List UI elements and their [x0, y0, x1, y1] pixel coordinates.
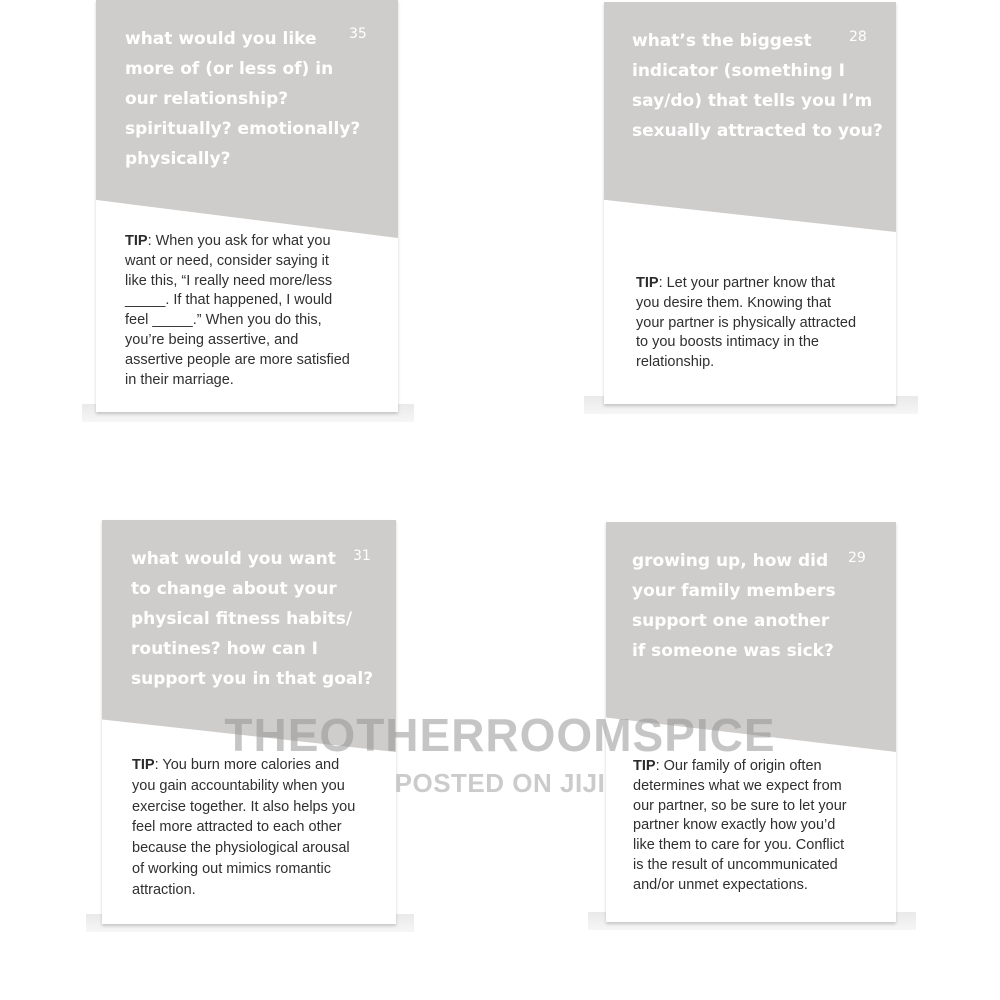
- tip-line: determines what we expect from: [633, 777, 842, 794]
- tip-label: TIP: [636, 275, 659, 291]
- question-line: physical fitness habits/: [131, 609, 353, 629]
- card-body: [604, 2, 896, 404]
- question-line: what’s the biggest: [632, 31, 812, 51]
- card-28: [584, 0, 918, 418]
- tip-line: you desire them. Knowing that: [636, 294, 832, 311]
- tip-line: like this, “I really need more/less: [125, 272, 333, 289]
- tip-line: feel _____.” When you do this,: [125, 312, 322, 329]
- question-line: to change about your: [131, 579, 337, 599]
- tip-line: like them to care for you. Conflict: [633, 837, 845, 854]
- tip-line: because the physiological arousal: [132, 840, 350, 857]
- question-line: support one another: [632, 611, 830, 631]
- tip-line: is the result of uncommunicated: [633, 856, 838, 873]
- card-35: [82, 0, 414, 430]
- question-text: [131, 544, 373, 694]
- tip-line: of working out mimics romantic: [132, 860, 332, 877]
- tip-line: in their marriage.: [125, 371, 234, 388]
- tip-line: you’re being assertive, and: [125, 331, 299, 348]
- tip-label: TIP: [125, 233, 148, 249]
- question-text: [125, 24, 360, 174]
- watermark-subtitle: POSTED ON JIJI: [394, 768, 606, 798]
- card-number: 28: [849, 29, 867, 45]
- tip-line: TIP: When you ask for what you: [125, 233, 331, 249]
- tip-text: [636, 274, 856, 373]
- tip-line: want or need, consider saying it: [125, 252, 329, 269]
- card-body: [96, 0, 398, 412]
- question-line: support you in that goal?: [131, 669, 374, 689]
- tip-line: TIP: Let your partner know that: [636, 275, 836, 291]
- question-line: your family members: [632, 581, 836, 601]
- tip-label: TIP: [132, 757, 155, 773]
- question-line: indicator (something I: [632, 61, 845, 81]
- tip-line: relationship.: [636, 354, 715, 371]
- tip-text: [125, 232, 350, 390]
- question-line: routines? how can I: [131, 639, 318, 659]
- watermark-title: THEOTHERROOMSPICE: [224, 709, 776, 761]
- question-line: more of (or less of) in: [125, 59, 334, 79]
- tip-line: attraction.: [132, 881, 196, 898]
- question-line: what would you want: [131, 549, 336, 569]
- tip-line: to you boosts intimacy in the: [636, 334, 819, 351]
- tip-line: our partner, so be sure to let your: [633, 797, 847, 814]
- tip-line: feel more attracted to each other: [132, 819, 342, 836]
- tip-line: partner know exactly how you’d: [633, 817, 836, 834]
- question-line: physically?: [125, 149, 231, 169]
- tip-line: TIP: You burn more calories and: [132, 757, 340, 773]
- tip-line: TIP: Our family of origin often: [633, 758, 822, 774]
- tip-line: assertive people are more satisfied: [125, 351, 350, 368]
- tip-line: your partner is physically attracted: [636, 314, 857, 331]
- question-text: [632, 26, 883, 146]
- tip-line: and/or unmet expectations.: [633, 876, 808, 893]
- tip-label: TIP: [633, 758, 656, 774]
- question-line: say/do) that tells you I’m: [632, 91, 873, 111]
- tip-line: exercise together. It also helps you: [132, 798, 356, 815]
- card-number: 31: [353, 548, 371, 564]
- question-line: spiritually? emotionally?: [125, 119, 361, 139]
- card-number: 29: [848, 550, 866, 566]
- question-line: if someone was sick?: [632, 641, 834, 661]
- tip-line: you gain accountability when you: [132, 777, 345, 794]
- question-line: growing up, how did: [632, 551, 829, 571]
- question-line: our relationship?: [125, 89, 289, 109]
- question-line: sexually attracted to you?: [632, 121, 883, 141]
- question-line: what would you like: [125, 29, 317, 49]
- tip-line: _____. If that happened, I would: [125, 292, 333, 309]
- question-text: [632, 546, 836, 666]
- card-number: 35: [349, 26, 367, 42]
